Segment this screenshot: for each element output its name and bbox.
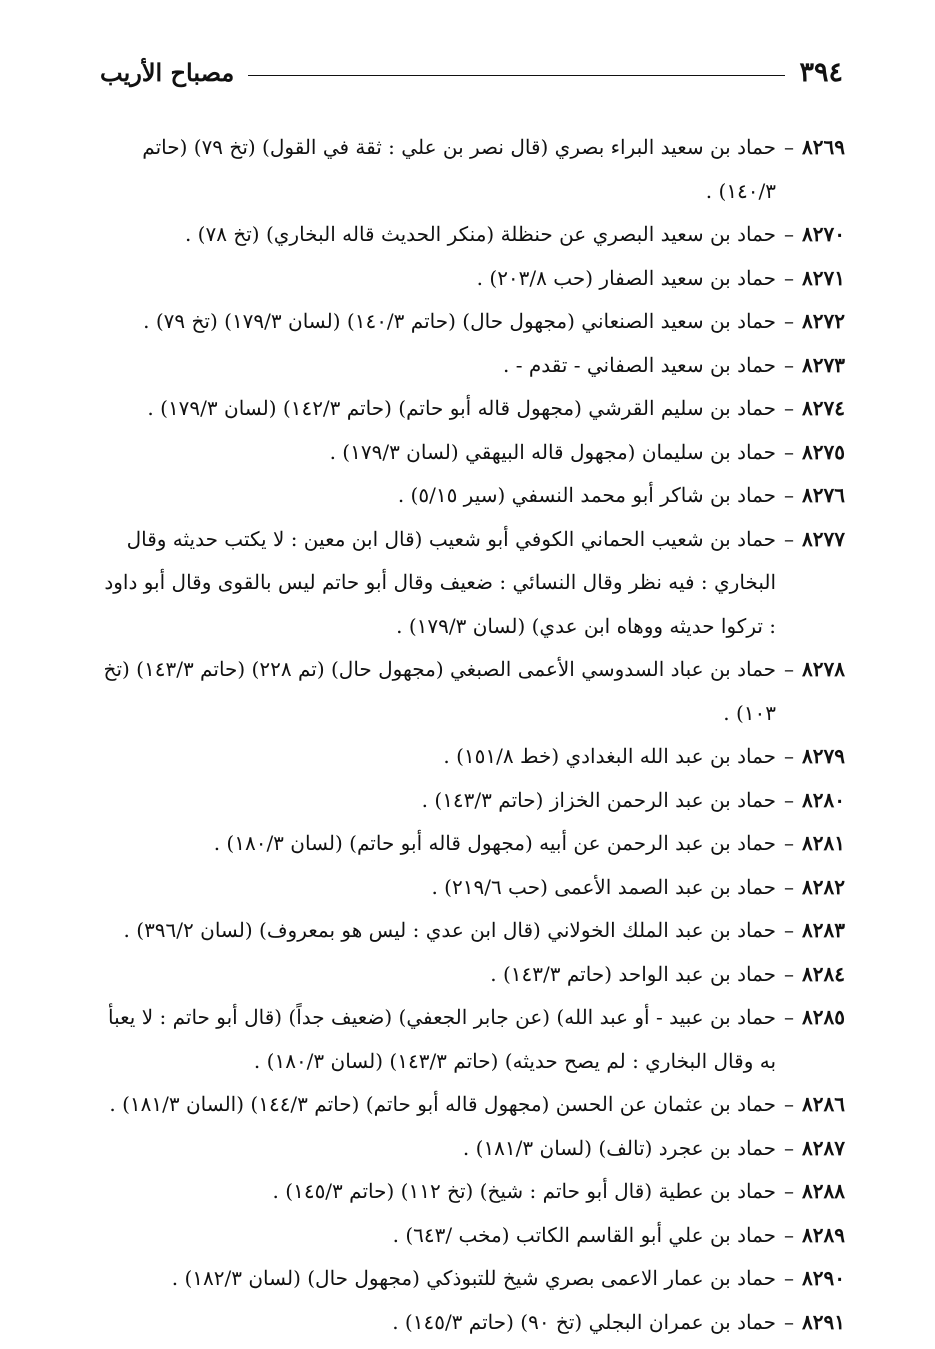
entry-dash: – <box>784 1222 795 1247</box>
entry-text: حماد بن شعيب الحماني الكوفي أبو شعيب (قال ابن معين : لا يكتب حديثه وقال البخاري : فيه نظر وقال النسائي : ضعيف وقال أبو حاتم ليس بالقوى وقال أبو داود : تركوا حديثه ووهاه ابن عدي) (لسان ١٧٩/٣) . <box>104 526 777 638</box>
entry-dash: – <box>784 1309 795 1334</box>
entry <box>100 1214 845 1258</box>
entry-number: ٨٢٨٥ <box>802 1005 845 1029</box>
entry <box>100 474 845 518</box>
entry-list <box>100 126 845 1344</box>
entry <box>100 1257 845 1301</box>
entry-dash: – <box>784 483 795 507</box>
entry-dash: – <box>784 657 795 681</box>
entry-number: ٨٢٨١ <box>802 831 845 855</box>
entry-dash: – <box>784 1005 795 1029</box>
entry-number: ٨٢٨٨ <box>802 1179 845 1203</box>
entry <box>100 866 845 910</box>
entry-text: حماد بن سليم القرشي (مجهول قاله أبو حاتم) (حاتم ١٤٢/٣) (لسان ١٧٩/٣) . <box>147 396 777 420</box>
entry-dash: – <box>784 439 795 464</box>
entry-number: ٨٢٧٠ <box>802 222 845 246</box>
entry <box>100 822 845 866</box>
entry-dash: – <box>784 1135 795 1160</box>
entry-dash: – <box>784 1266 795 1290</box>
entry-dash: – <box>784 874 795 899</box>
entry-number: ٨٢٧٦ <box>802 483 845 507</box>
entry <box>100 126 845 213</box>
entry-text: حماد بن سليمان (مجهول قاله البيهقي (لسان ١٧٩/٣) . <box>329 439 777 464</box>
entry <box>100 518 845 649</box>
entry-text: حماد بن عجرد (تالف) (لسان ١٨١/٣) . <box>462 1135 777 1160</box>
entry-number: ٨٢٧٨ <box>802 657 845 681</box>
entry-text: حماد بن سعيد الصنعاني (مجهول حال) (حاتم ١٤٠/٣) (لسان ١٧٩/٣) (تخ ٧٩) . <box>143 309 777 333</box>
entry-number: ٨٢٧٧ <box>802 526 845 551</box>
entry-number: ٨٢٨٧ <box>802 1135 845 1160</box>
entry <box>100 213 845 257</box>
entry-number: ٨٢٧٤ <box>802 396 845 420</box>
entry-number: ٨٢٨٤ <box>802 961 845 986</box>
entry-dash: – <box>784 831 795 855</box>
entry-text: حماد بن سعيد الصفاني - تقدم - . <box>502 352 777 377</box>
entry-number: ٨٢٧٩ <box>802 744 845 768</box>
header-rule <box>248 75 785 76</box>
page-header <box>100 50 843 94</box>
entry-dash: – <box>784 1179 795 1203</box>
entry-text: حماد بن عثمان عن الحسن (مجهول قاله أبو حاتم) (حاتم ١٤٤/٣) (السان ١٨١/٣) . <box>109 1092 777 1116</box>
entry <box>100 909 845 953</box>
entry-text: حماد بن سعيد البراء بصري (قال نصر بن علي : ثقة في القول) (تخ ٧٩) (حاتم ١٤٠/٣) . <box>142 135 777 203</box>
entry-number: ٨٢٨٩ <box>802 1222 845 1247</box>
entry-text: حماد بن عطية (قال أبو حاتم : شيخ) (تخ ١١٢) (حاتم ١٤٥/٣) . <box>272 1179 777 1203</box>
entry-text: حماد بن عباد السدوسي الأعمى الصبغي (مجهول حال) (تم ٢٢٨) (حاتم ١٤٣/٣) (تخ ١٠٣) . <box>103 657 777 725</box>
entry-text: حماد بن شاكر أبو محمد النسفي (سير ٥/١٥) . <box>397 483 777 507</box>
entry-dash: – <box>784 961 795 986</box>
entry <box>100 648 845 735</box>
entry <box>100 431 845 475</box>
entry-text: حماد بن عمار الاعمى بصري شيخ للتبوذكي (مجهول حال) (لسان ١٨٢/٣) . <box>171 1266 777 1290</box>
entry-text: حماد بن عبد الله البغدادي (خط ١٥١/٨) . <box>443 744 777 768</box>
entry <box>100 1127 845 1171</box>
entry-number: ٨٢٦٩ <box>802 135 845 159</box>
entry <box>100 996 845 1083</box>
entry <box>100 257 845 301</box>
entry-number: ٨٢٩٠ <box>802 1266 845 1290</box>
entry <box>100 300 845 344</box>
entry <box>100 344 845 388</box>
entry-text: حماد بن عبد الصمد الأعمى (حب ٢١٩/٦) . <box>431 874 777 899</box>
entry <box>100 953 845 997</box>
entry-dash: – <box>784 787 795 812</box>
entry <box>100 779 845 823</box>
entry-dash: – <box>784 309 795 333</box>
entry <box>100 1301 845 1345</box>
entry-dash: – <box>784 396 795 420</box>
entry-number: ٨٢٨٣ <box>802 918 845 942</box>
entry-text: حماد بن عبيد - أو عبد الله) (عن جابر الجعفي) (ضعيف جداً) (قال أبو حاتم : لا يعبأ به وقال البخاري : لم يصح حديثه) (حاتم ١٤٣/٣) (لسان ١٨٠/٣) . <box>108 1005 777 1073</box>
entry <box>100 1170 845 1214</box>
entry-dash: – <box>784 135 795 159</box>
entry-number: ٨٢٧١ <box>802 265 845 290</box>
entry-dash: – <box>784 918 795 942</box>
entry <box>100 735 845 779</box>
entry-dash: – <box>784 352 795 377</box>
entry-number: ٨٢٨٦ <box>802 1092 845 1116</box>
entry-number: ٨٢٧٣ <box>802 352 845 377</box>
entry-number: ٨٢٨٠ <box>802 787 845 812</box>
entry-number: ٨٢٩١ <box>802 1309 845 1334</box>
running-title: مصباح الأريب <box>100 57 235 87</box>
entry-text: حماد بن علي أبو القاسم الكاتب (مخب /٦٤٣) . <box>392 1222 777 1247</box>
entry-text: حماد بن سعيد الصفار (حب ٢٠٣/٨) . <box>476 265 777 290</box>
entry-dash: – <box>784 1092 795 1116</box>
entry <box>100 387 845 431</box>
entry-dash: – <box>784 222 795 246</box>
entry-dash: – <box>784 744 795 768</box>
entry-number: ٨٢٨٢ <box>802 874 845 899</box>
entry <box>100 1083 845 1127</box>
entry-text: حماد بن عبد الواحد (حاتم ١٤٣/٣) . <box>490 961 777 986</box>
entry-text: حماد بن عمران البجلي (تخ ٩٠) (حاتم ١٤٥/٣) . <box>392 1309 777 1334</box>
entry-number: ٨٢٧٥ <box>802 439 845 464</box>
entry-dash: – <box>784 265 795 290</box>
page-number: ٣٩٤ <box>799 56 843 88</box>
entry-number: ٨٢٧٢ <box>802 309 845 333</box>
entry-text: حماد بن عبد الملك الخولاني (قال ابن عدي : ليس هو بمعروف) (لسان ٣٩٦/٢) . <box>123 918 777 942</box>
entry-text: حماد بن سعيد البصري عن حنظلة (منكر الحديث قاله البخاري) (تخ ٧٨) . <box>184 222 777 246</box>
entry-text: حماد بن عبد الرحمن الخزاز (حاتم ١٤٣/٣) . <box>421 787 777 812</box>
entry-text: حماد بن عبد الرحمن عن أبيه (مجهول قاله أبو حاتم) (لسان ١٨٠/٣) . <box>213 831 777 855</box>
entry-dash: – <box>784 526 795 551</box>
